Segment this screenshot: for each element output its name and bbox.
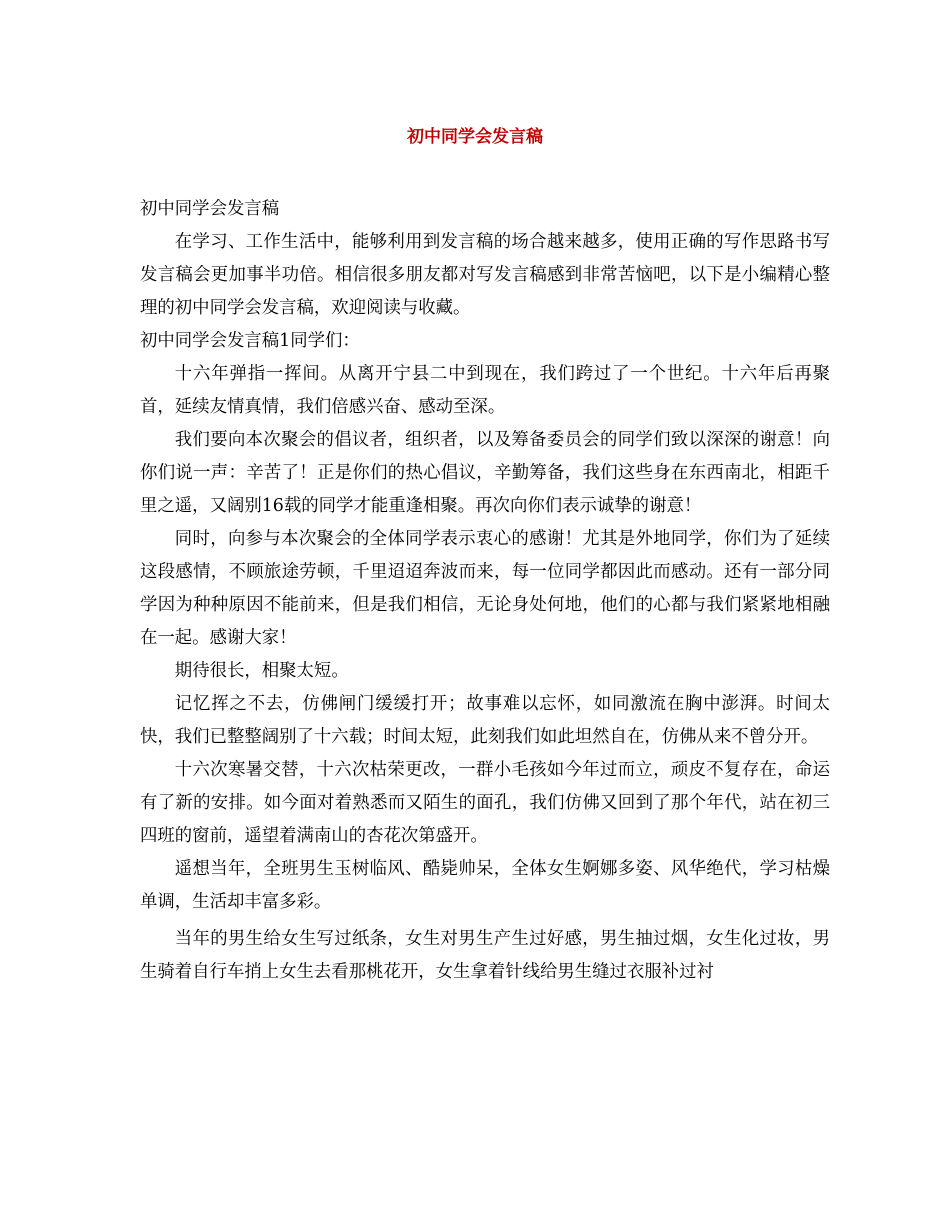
document-subtitle: 初中同学会发言稿 bbox=[140, 199, 280, 219]
speech-heading: 初中同学会发言稿1同学们： bbox=[140, 331, 360, 351]
paragraph: 十六年弹指一挥间。从离开宁县二中到现在，我们跨过了一个世纪。十六年后再聚首，延续友情真情，我们倍感兴奋、感动至深。 bbox=[140, 364, 830, 417]
document-title: 初中同学会发言稿 bbox=[407, 127, 543, 147]
document-body bbox=[140, 193, 830, 989]
paragraph: 遥想当年，全班男生玉树临风、酷毙帅呆，全体女生婀娜多姿、风华绝代，学习枯燥单调，生活却丰富多彩。 bbox=[140, 859, 830, 912]
paragraph: 十六次寒暑交替，十六次枯荣更改，一群小毛孩如今年过而立，顽皮不复存在，命运有了新的安排。如今面对着熟悉而又陌生的面孔，我们仿佛又回到了那个年代，站在初三四班的窗前，遥望着满南山的杏花次第盛开。 bbox=[140, 760, 830, 846]
paragraph: 记忆挥之不去，仿佛闸门缓缓打开；故事难以忘怀，如同激流在胸中澎湃。时间太快，我们已整整阔别了十六载；时间太短，此刻我们如此坦然自在，仿佛从来不曾分开。 bbox=[140, 694, 830, 747]
paragraph: 当年的男生给女生写过纸条，女生对男生产生过好感，男生抽过烟，女生化过妆，男生骑着自行车捎上女生去看那桃花开，女生拿着针线给男生缝过衣服补过衬 bbox=[140, 929, 830, 982]
paragraph: 我们要向本次聚会的倡议者，组织者，以及筹备委员会的同学们致以深深的谢意！向你们说一声：辛苦了！正是你们的热心倡议，辛勤筹备，我们这些身在东西南北，相距千里之遥，又阔别16载的同学才能重逢相聚。再次向你们表示诚挚的谢意！ bbox=[140, 430, 830, 516]
paragraph: 同时，向参与本次聚会的全体同学表示衷心的感谢！尤其是外地同学，你们为了延续这段感情，不顾旅途劳顿，千里迢迢奔波而来，每一位同学都因此而感动。还有一部分同学因为种种原因不能前来，但是我们相信，无论身处何地，他们的心都与我们紧紧地相融在一起。感谢大家！ bbox=[140, 529, 830, 648]
paragraph: 期待很长，相聚太短。 bbox=[174, 661, 349, 681]
paragraph-intro: 在学习、工作生活中，能够利用到发言稿的场合越来越多，使用正确的写作思路书写发言稿会更加事半功倍。相信很多朋友都对写发言稿感到非常苦恼吧，以下是小编精心整理的初中同学会发言稿，欢迎阅读与收藏。 bbox=[140, 232, 830, 318]
